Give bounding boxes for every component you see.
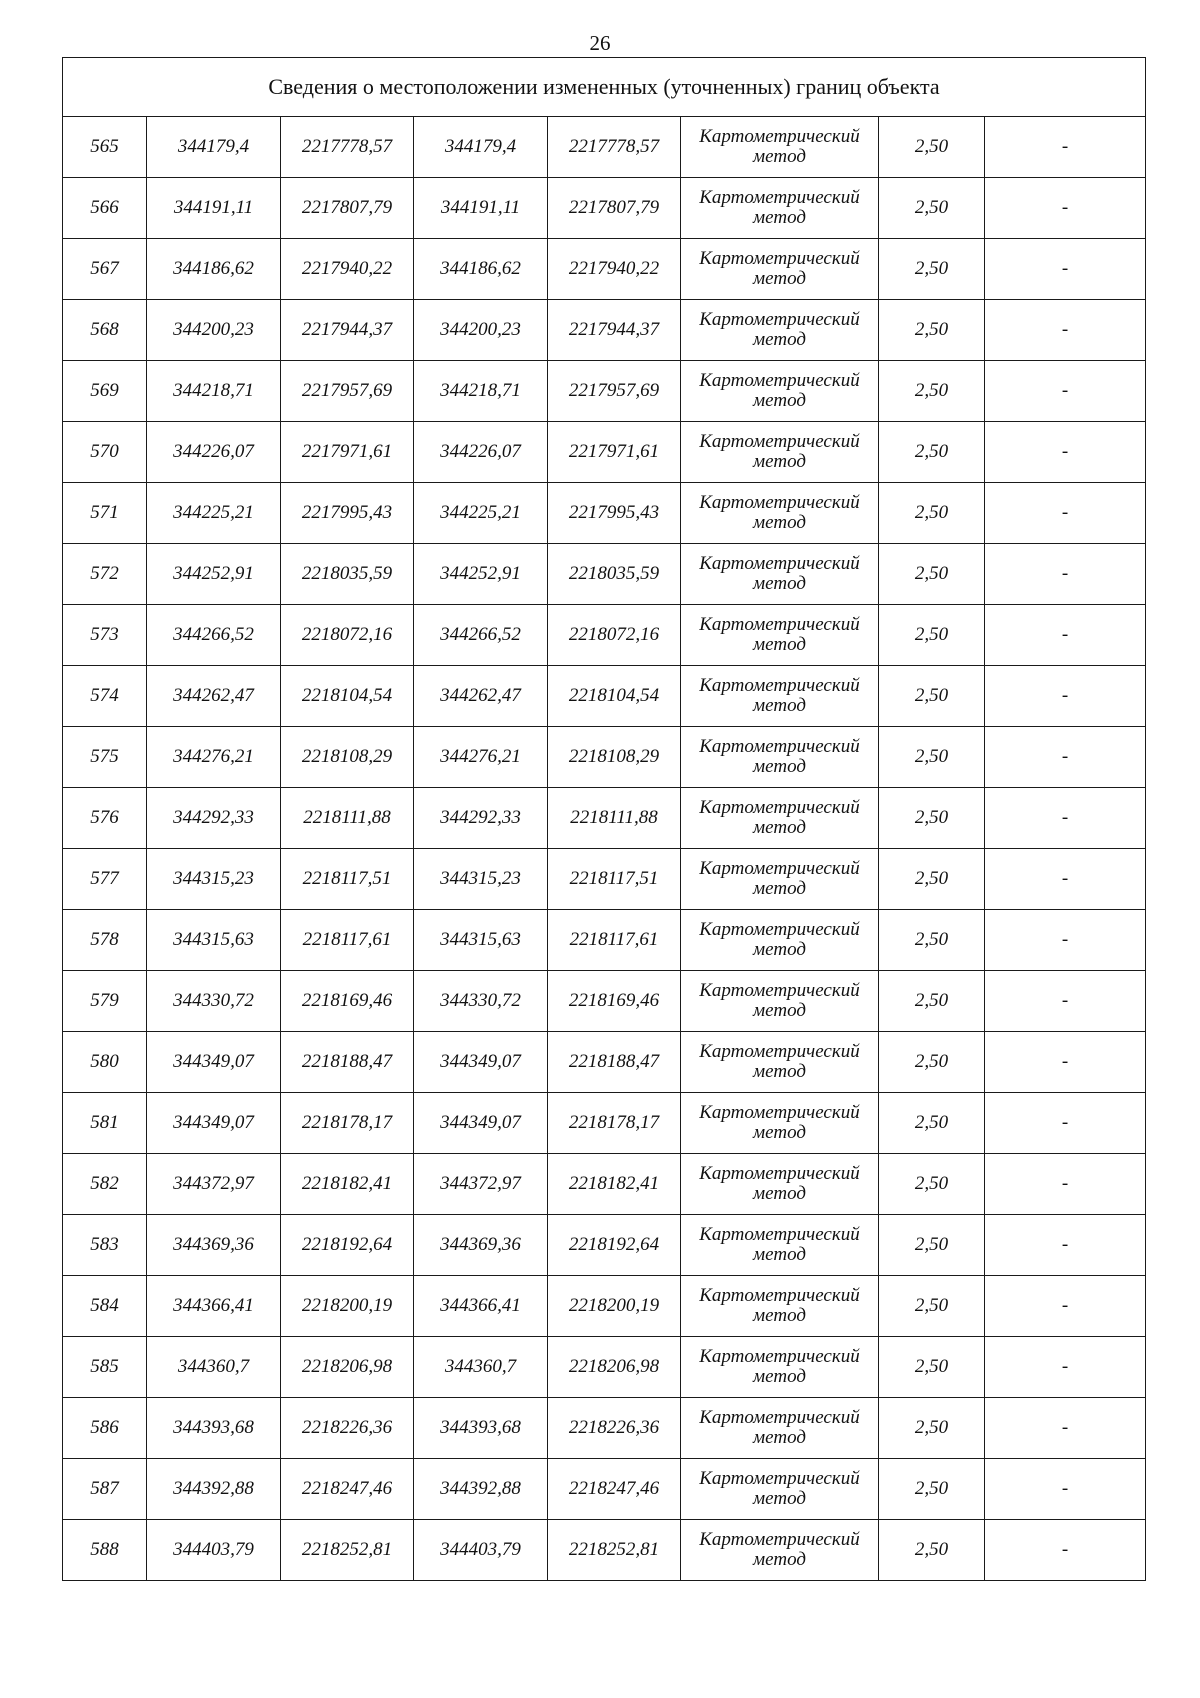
method-line2: метод xyxy=(753,329,806,350)
note-cell: - xyxy=(985,666,1146,727)
method-cell xyxy=(681,300,879,361)
refined-y-cell: 2218188,47 xyxy=(548,1032,681,1093)
method-cell xyxy=(681,1032,879,1093)
existing-x-cell: 344252,91 xyxy=(147,544,281,605)
accuracy-cell: 2,50 xyxy=(879,422,985,483)
table-row xyxy=(63,361,1146,422)
existing-y-cell: 2218188,47 xyxy=(281,1032,414,1093)
note-cell: - xyxy=(985,1276,1146,1337)
table-row xyxy=(63,117,1146,178)
refined-y-cell: 2218200,19 xyxy=(548,1276,681,1337)
refined-x-cell: 344218,71 xyxy=(414,361,548,422)
refined-y-cell: 2218192,64 xyxy=(548,1215,681,1276)
note-cell: - xyxy=(985,117,1146,178)
existing-x-cell: 344349,07 xyxy=(147,1093,281,1154)
refined-y-cell: 2218226,36 xyxy=(548,1398,681,1459)
refined-x-cell: 344315,23 xyxy=(414,849,548,910)
existing-y-cell: 2218108,29 xyxy=(281,727,414,788)
method-cell xyxy=(681,178,879,239)
refined-y-cell: 2218252,81 xyxy=(548,1520,681,1581)
refined-x-cell: 344369,36 xyxy=(414,1215,548,1276)
existing-x-cell: 344349,07 xyxy=(147,1032,281,1093)
existing-y-cell: 2217971,61 xyxy=(281,422,414,483)
method-line1: Картометрический xyxy=(699,1346,860,1367)
method-line2: метод xyxy=(753,1061,806,1082)
refined-y-cell: 2217957,69 xyxy=(548,361,681,422)
existing-x-cell: 344369,36 xyxy=(147,1215,281,1276)
note-cell: - xyxy=(985,239,1146,300)
method-cell xyxy=(681,422,879,483)
refined-x-cell: 344292,33 xyxy=(414,788,548,849)
refined-y-cell: 2217778,57 xyxy=(548,117,681,178)
existing-x-cell: 344225,21 xyxy=(147,483,281,544)
table-row xyxy=(63,1093,1146,1154)
method-line2: метод xyxy=(753,390,806,411)
refined-x-cell: 344393,68 xyxy=(414,1398,548,1459)
table-row xyxy=(63,1276,1146,1337)
method-line2: метод xyxy=(753,1122,806,1143)
note-cell: - xyxy=(985,483,1146,544)
method-line2: метод xyxy=(753,817,806,838)
note-cell: - xyxy=(985,1337,1146,1398)
note-cell: - xyxy=(985,1093,1146,1154)
accuracy-cell: 2,50 xyxy=(879,727,985,788)
note-cell: - xyxy=(985,1215,1146,1276)
existing-x-cell: 344315,23 xyxy=(147,849,281,910)
method-line1: Картометрический xyxy=(699,736,860,757)
method-cell xyxy=(681,1337,879,1398)
note-cell: - xyxy=(985,1032,1146,1093)
page-number: 26 xyxy=(589,31,611,55)
method-line1: Картометрический xyxy=(699,1163,860,1184)
table-row xyxy=(63,910,1146,971)
table-row xyxy=(63,1337,1146,1398)
table-row xyxy=(63,239,1146,300)
method-line1: Картометрический xyxy=(699,187,860,208)
existing-x-cell: 344372,97 xyxy=(147,1154,281,1215)
existing-y-cell: 2218200,19 xyxy=(281,1276,414,1337)
accuracy-cell: 2,50 xyxy=(879,1520,985,1581)
accuracy-cell: 2,50 xyxy=(879,605,985,666)
method-line2: метод xyxy=(753,939,806,960)
existing-y-cell: 2218072,16 xyxy=(281,605,414,666)
table-row xyxy=(63,178,1146,239)
existing-y-cell: 2218192,64 xyxy=(281,1215,414,1276)
existing-y-cell: 2218206,98 xyxy=(281,1337,414,1398)
refined-x-cell: 344276,21 xyxy=(414,727,548,788)
point-number-cell: 581 xyxy=(63,1093,147,1154)
note-cell: - xyxy=(985,361,1146,422)
method-line1: Картометрический xyxy=(699,980,860,1001)
refined-x-cell: 344186,62 xyxy=(414,239,548,300)
refined-y-cell: 2218182,41 xyxy=(548,1154,681,1215)
accuracy-cell: 2,50 xyxy=(879,1337,985,1398)
refined-y-cell: 2217971,61 xyxy=(548,422,681,483)
table-row xyxy=(63,300,1146,361)
method-cell xyxy=(681,605,879,666)
method-line1: Картометрический xyxy=(699,553,860,574)
method-cell xyxy=(681,1459,879,1520)
method-line1: Картометрический xyxy=(699,675,860,696)
table-row xyxy=(63,1520,1146,1581)
method-line2: метод xyxy=(753,695,806,716)
accuracy-cell: 2,50 xyxy=(879,1032,985,1093)
point-number-cell: 584 xyxy=(63,1276,147,1337)
existing-y-cell: 2218117,51 xyxy=(281,849,414,910)
point-number-cell: 587 xyxy=(63,1459,147,1520)
point-number-cell: 579 xyxy=(63,971,147,1032)
method-cell xyxy=(681,910,879,971)
method-line1: Картометрический xyxy=(699,126,860,147)
method-line2: метод xyxy=(753,207,806,228)
method-line1: Картометрический xyxy=(699,614,860,635)
method-cell xyxy=(681,1154,879,1215)
method-line2: метод xyxy=(753,512,806,533)
table-row xyxy=(63,544,1146,605)
method-line1: Картометрический xyxy=(699,858,860,879)
refined-y-cell: 2218104,54 xyxy=(548,666,681,727)
table-row xyxy=(63,971,1146,1032)
note-cell: - xyxy=(985,1520,1146,1581)
method-line1: Картометрический xyxy=(699,1102,860,1123)
refined-y-cell: 2218108,29 xyxy=(548,727,681,788)
existing-y-cell: 2217807,79 xyxy=(281,178,414,239)
method-line2: метод xyxy=(753,878,806,899)
accuracy-cell: 2,50 xyxy=(879,239,985,300)
table-row xyxy=(63,605,1146,666)
section-title-row xyxy=(63,58,1146,117)
existing-y-cell: 2218252,81 xyxy=(281,1520,414,1581)
refined-x-cell: 344330,72 xyxy=(414,971,548,1032)
existing-x-cell: 344179,4 xyxy=(147,117,281,178)
refined-y-cell: 2217944,37 xyxy=(548,300,681,361)
refined-y-cell: 2218035,59 xyxy=(548,544,681,605)
method-cell xyxy=(681,1093,879,1154)
refined-x-cell: 344372,97 xyxy=(414,1154,548,1215)
refined-x-cell: 344403,79 xyxy=(414,1520,548,1581)
refined-x-cell: 344179,4 xyxy=(414,117,548,178)
accuracy-cell: 2,50 xyxy=(879,178,985,239)
method-line1: Картометрический xyxy=(699,492,860,513)
method-line1: Картометрический xyxy=(699,797,860,818)
method-line2: метод xyxy=(753,451,806,472)
existing-y-cell: 2218111,88 xyxy=(281,788,414,849)
point-number-cell: 568 xyxy=(63,300,147,361)
boundary-coordinates-table xyxy=(62,57,1146,1581)
point-number-cell: 569 xyxy=(63,361,147,422)
existing-x-cell: 344393,68 xyxy=(147,1398,281,1459)
method-cell xyxy=(681,1276,879,1337)
point-number-cell: 566 xyxy=(63,178,147,239)
table-row xyxy=(63,1032,1146,1093)
point-number-cell: 572 xyxy=(63,544,147,605)
method-line2: метод xyxy=(753,1305,806,1326)
method-line2: метод xyxy=(753,573,806,594)
existing-x-cell: 344226,07 xyxy=(147,422,281,483)
accuracy-cell: 2,50 xyxy=(879,971,985,1032)
existing-x-cell: 344392,88 xyxy=(147,1459,281,1520)
point-number-cell: 585 xyxy=(63,1337,147,1398)
refined-x-cell: 344392,88 xyxy=(414,1459,548,1520)
method-line1: Картометрический xyxy=(699,1529,860,1550)
method-line2: метод xyxy=(753,1183,806,1204)
existing-y-cell: 2218104,54 xyxy=(281,666,414,727)
accuracy-cell: 2,50 xyxy=(879,117,985,178)
existing-y-cell: 2218182,41 xyxy=(281,1154,414,1215)
accuracy-cell: 2,50 xyxy=(879,910,985,971)
accuracy-cell: 2,50 xyxy=(879,1276,985,1337)
refined-y-cell: 2218111,88 xyxy=(548,788,681,849)
table-row xyxy=(63,1154,1146,1215)
method-line1: Картометрический xyxy=(699,1468,860,1489)
refined-x-cell: 344200,23 xyxy=(414,300,548,361)
refined-x-cell: 344262,47 xyxy=(414,666,548,727)
note-cell: - xyxy=(985,1459,1146,1520)
existing-x-cell: 344262,47 xyxy=(147,666,281,727)
accuracy-cell: 2,50 xyxy=(879,483,985,544)
method-line2: метод xyxy=(753,1549,806,1570)
method-line1: Картометрический xyxy=(699,370,860,391)
method-line1: Картометрический xyxy=(699,1224,860,1245)
table-row xyxy=(63,1459,1146,1520)
refined-x-cell: 344315,63 xyxy=(414,910,548,971)
existing-x-cell: 344403,79 xyxy=(147,1520,281,1581)
refined-y-cell: 2217995,43 xyxy=(548,483,681,544)
accuracy-cell: 2,50 xyxy=(879,666,985,727)
existing-y-cell: 2218117,61 xyxy=(281,910,414,971)
method-line1: Картометрический xyxy=(699,248,860,269)
refined-y-cell: 2218117,51 xyxy=(548,849,681,910)
table-body xyxy=(63,58,1146,1581)
point-number-cell: 574 xyxy=(63,666,147,727)
existing-x-cell: 344276,21 xyxy=(147,727,281,788)
method-line1: Картометрический xyxy=(699,309,860,330)
existing-x-cell: 344218,71 xyxy=(147,361,281,422)
table-row xyxy=(63,483,1146,544)
existing-x-cell: 344330,72 xyxy=(147,971,281,1032)
method-cell xyxy=(681,239,879,300)
refined-x-cell: 344349,07 xyxy=(414,1032,548,1093)
method-cell xyxy=(681,1215,879,1276)
point-number-cell: 586 xyxy=(63,1398,147,1459)
table-row xyxy=(63,1398,1146,1459)
table-row xyxy=(63,666,1146,727)
note-cell: - xyxy=(985,971,1146,1032)
note-cell: - xyxy=(985,849,1146,910)
refined-x-cell: 344366,41 xyxy=(414,1276,548,1337)
method-line2: метод xyxy=(753,1488,806,1509)
point-number-cell: 578 xyxy=(63,910,147,971)
method-cell xyxy=(681,727,879,788)
note-cell: - xyxy=(985,300,1146,361)
method-line2: метод xyxy=(753,756,806,777)
table-row xyxy=(63,849,1146,910)
point-number-cell: 588 xyxy=(63,1520,147,1581)
refined-x-cell: 344225,21 xyxy=(414,483,548,544)
method-line1: Картометрический xyxy=(699,919,860,940)
method-cell xyxy=(681,971,879,1032)
refined-y-cell: 2218117,61 xyxy=(548,910,681,971)
existing-y-cell: 2217940,22 xyxy=(281,239,414,300)
method-cell xyxy=(681,544,879,605)
point-number-cell: 583 xyxy=(63,1215,147,1276)
existing-y-cell: 2217957,69 xyxy=(281,361,414,422)
table-row xyxy=(63,788,1146,849)
refined-x-cell: 344266,52 xyxy=(414,605,548,666)
refined-y-cell: 2218247,46 xyxy=(548,1459,681,1520)
accuracy-cell: 2,50 xyxy=(879,1398,985,1459)
existing-x-cell: 344360,7 xyxy=(147,1337,281,1398)
method-cell xyxy=(681,849,879,910)
accuracy-cell: 2,50 xyxy=(879,1215,985,1276)
point-number-cell: 571 xyxy=(63,483,147,544)
method-cell xyxy=(681,361,879,422)
method-line2: метод xyxy=(753,1000,806,1021)
method-line2: метод xyxy=(753,146,806,167)
existing-x-cell: 344266,52 xyxy=(147,605,281,666)
refined-x-cell: 344252,91 xyxy=(414,544,548,605)
accuracy-cell: 2,50 xyxy=(879,300,985,361)
point-number-cell: 570 xyxy=(63,422,147,483)
refined-x-cell: 344360,7 xyxy=(414,1337,548,1398)
point-number-cell: 582 xyxy=(63,1154,147,1215)
existing-y-cell: 2217944,37 xyxy=(281,300,414,361)
table-row xyxy=(63,422,1146,483)
method-cell xyxy=(681,117,879,178)
method-line2: метод xyxy=(753,634,806,655)
point-number-cell: 577 xyxy=(63,849,147,910)
point-number-cell: 573 xyxy=(63,605,147,666)
accuracy-cell: 2,50 xyxy=(879,849,985,910)
method-line1: Картометрический xyxy=(699,1041,860,1062)
refined-x-cell: 344226,07 xyxy=(414,422,548,483)
point-number-cell: 575 xyxy=(63,727,147,788)
existing-y-cell: 2218226,36 xyxy=(281,1398,414,1459)
accuracy-cell: 2,50 xyxy=(879,1459,985,1520)
method-line1: Картометрический xyxy=(699,431,860,452)
note-cell: - xyxy=(985,178,1146,239)
method-cell xyxy=(681,666,879,727)
note-cell: - xyxy=(985,544,1146,605)
method-cell xyxy=(681,788,879,849)
note-cell: - xyxy=(985,910,1146,971)
note-cell: - xyxy=(985,1154,1146,1215)
point-number-cell: 576 xyxy=(63,788,147,849)
existing-y-cell: 2217995,43 xyxy=(281,483,414,544)
existing-x-cell: 344292,33 xyxy=(147,788,281,849)
refined-x-cell: 344349,07 xyxy=(414,1093,548,1154)
point-number-cell: 567 xyxy=(63,239,147,300)
refined-y-cell: 2218206,98 xyxy=(548,1337,681,1398)
method-line1: Картометрический xyxy=(699,1285,860,1306)
note-cell: - xyxy=(985,605,1146,666)
note-cell: - xyxy=(985,727,1146,788)
existing-y-cell: 2218178,17 xyxy=(281,1093,414,1154)
note-cell: - xyxy=(985,1398,1146,1459)
existing-y-cell: 2217778,57 xyxy=(281,117,414,178)
refined-x-cell: 344191,11 xyxy=(414,178,548,239)
method-line2: метод xyxy=(753,1244,806,1265)
existing-y-cell: 2218247,46 xyxy=(281,1459,414,1520)
method-line2: метод xyxy=(753,268,806,289)
method-cell xyxy=(681,1398,879,1459)
point-number-cell: 565 xyxy=(63,117,147,178)
refined-y-cell: 2218169,46 xyxy=(548,971,681,1032)
accuracy-cell: 2,50 xyxy=(879,1154,985,1215)
accuracy-cell: 2,50 xyxy=(879,544,985,605)
method-line2: метод xyxy=(753,1366,806,1387)
method-line2: метод xyxy=(753,1427,806,1448)
point-number-cell: 580 xyxy=(63,1032,147,1093)
table-row xyxy=(63,727,1146,788)
existing-x-cell: 344200,23 xyxy=(147,300,281,361)
method-line1: Картометрический xyxy=(699,1407,860,1428)
existing-y-cell: 2218035,59 xyxy=(281,544,414,605)
existing-x-cell: 344191,11 xyxy=(147,178,281,239)
accuracy-cell: 2,50 xyxy=(879,1093,985,1154)
method-cell xyxy=(681,483,879,544)
existing-x-cell: 344315,63 xyxy=(147,910,281,971)
note-cell: - xyxy=(985,788,1146,849)
table-row xyxy=(63,1215,1146,1276)
existing-y-cell: 2218169,46 xyxy=(281,971,414,1032)
method-cell xyxy=(681,1520,879,1581)
accuracy-cell: 2,50 xyxy=(879,788,985,849)
refined-y-cell: 2218178,17 xyxy=(548,1093,681,1154)
refined-y-cell: 2218072,16 xyxy=(548,605,681,666)
refined-y-cell: 2217940,22 xyxy=(548,239,681,300)
refined-y-cell: 2217807,79 xyxy=(548,178,681,239)
accuracy-cell: 2,50 xyxy=(879,361,985,422)
note-cell: - xyxy=(985,422,1146,483)
existing-x-cell: 344186,62 xyxy=(147,239,281,300)
section-title: Сведения о местоположении измененных (уточненных) границ объекта xyxy=(63,58,1146,117)
existing-x-cell: 344366,41 xyxy=(147,1276,281,1337)
